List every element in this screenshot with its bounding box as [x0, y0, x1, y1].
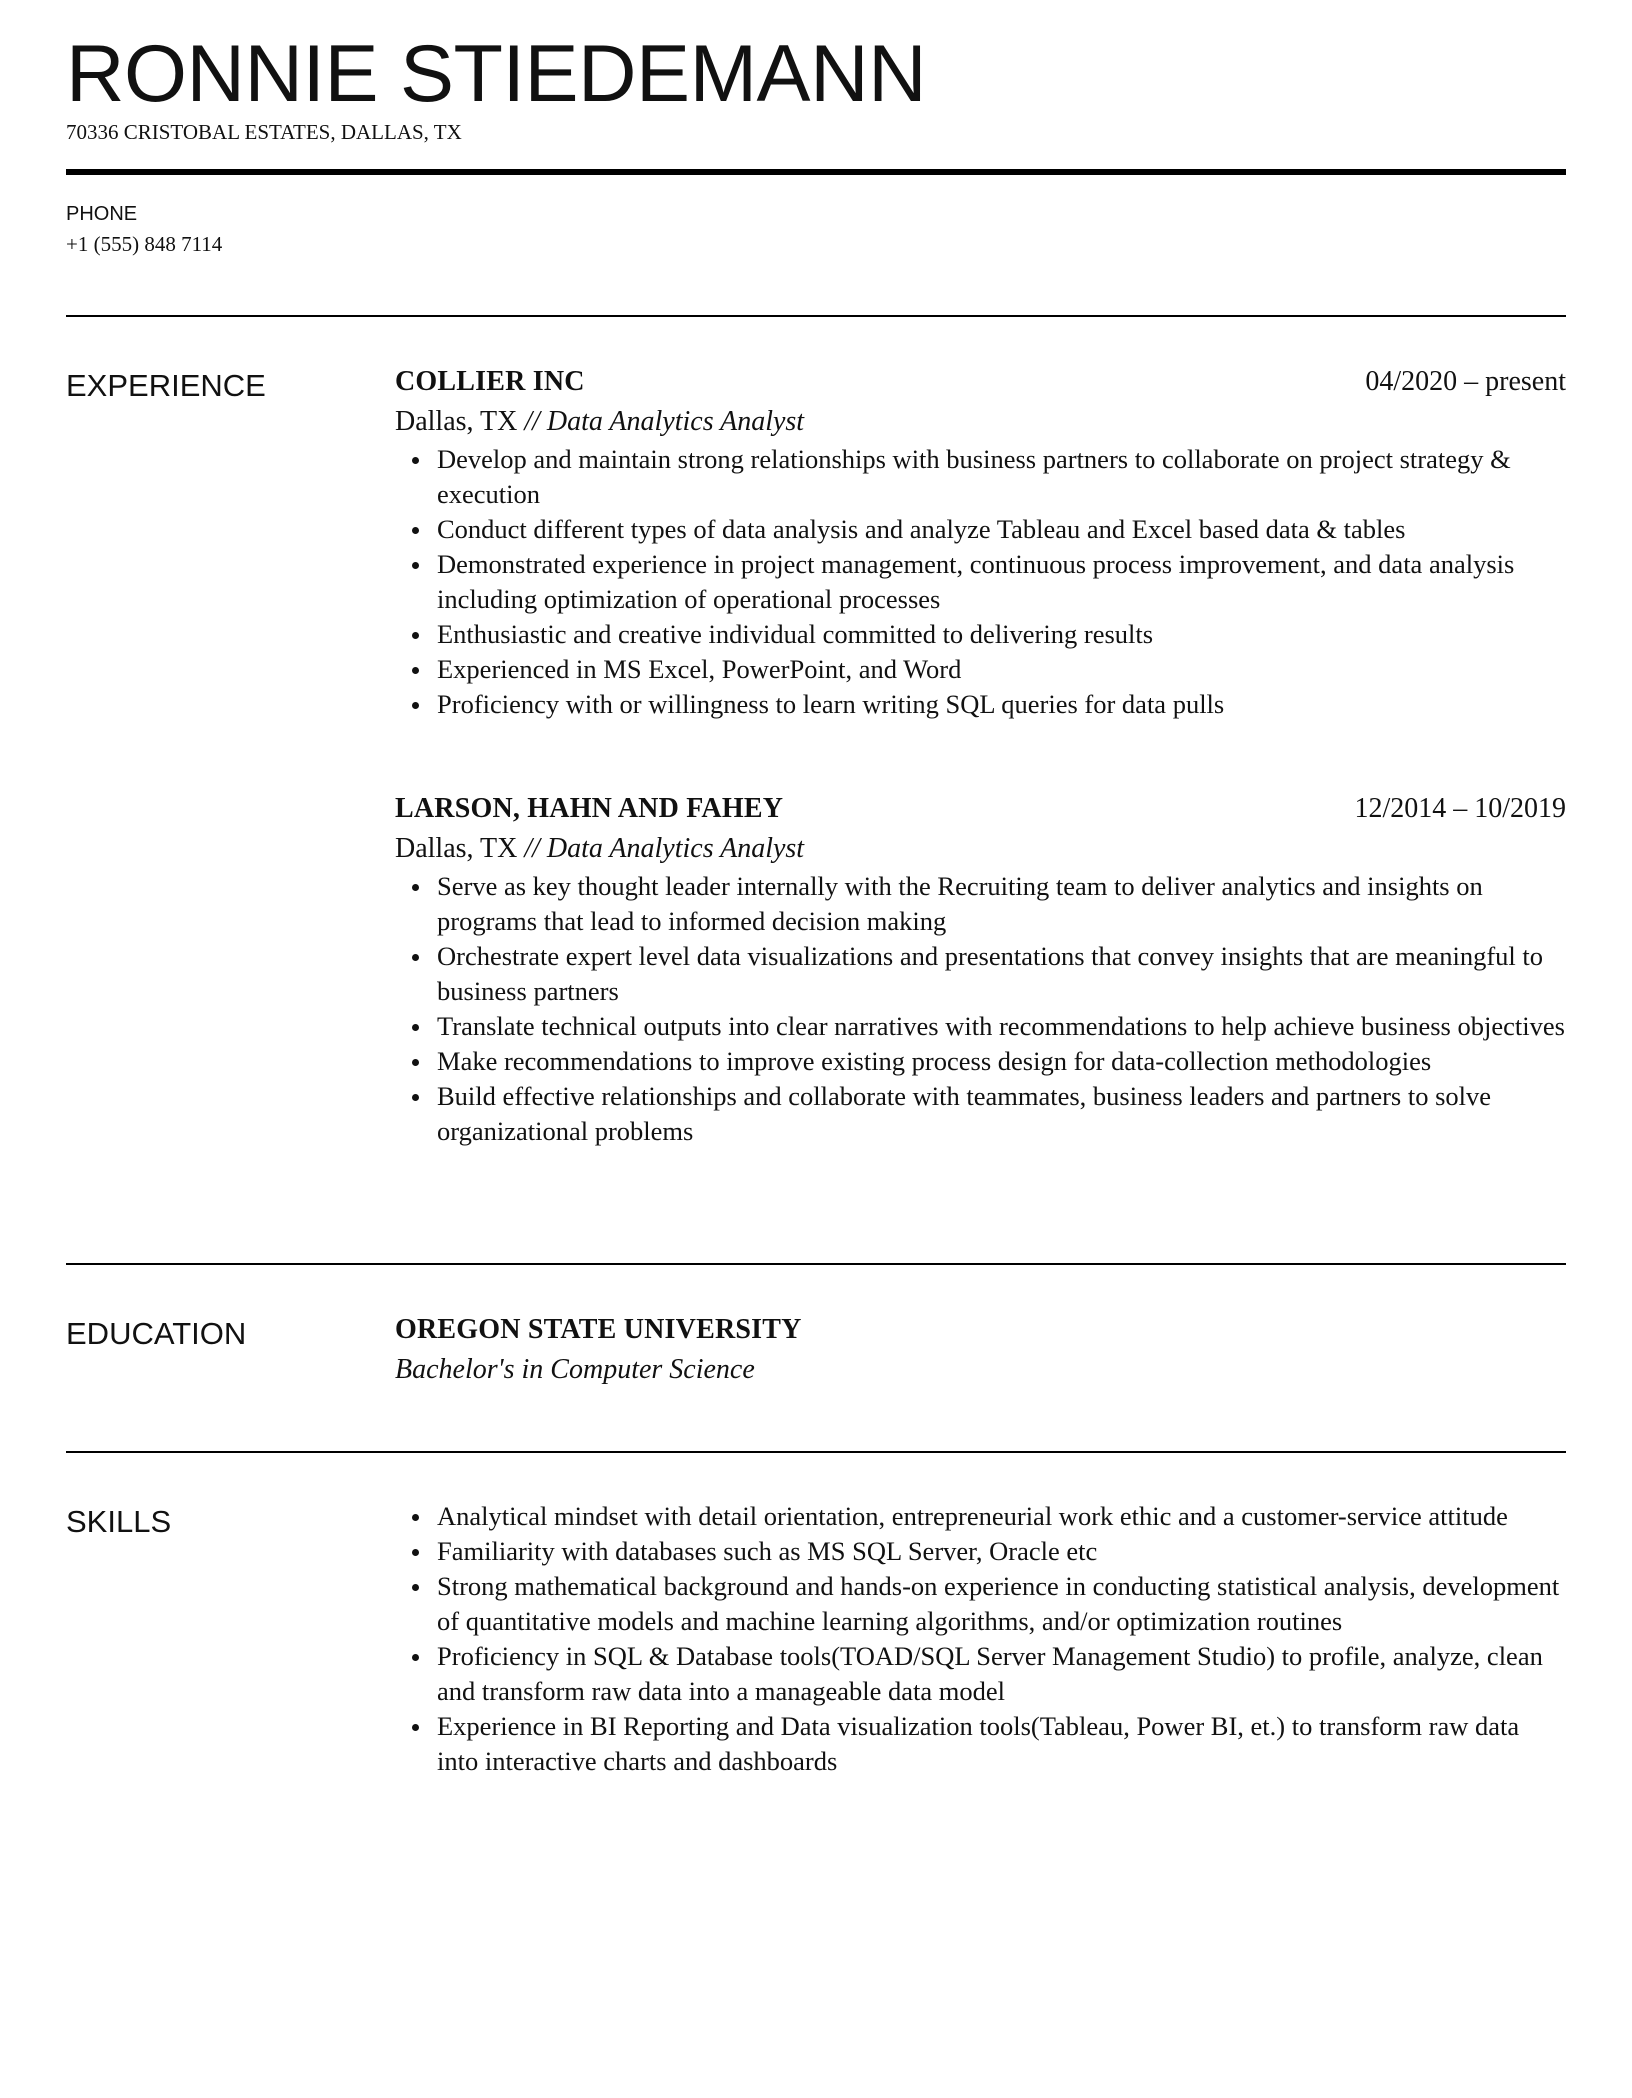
phone-value: +1 (555) 848 7114 [66, 232, 223, 256]
job-location: Dallas, TX [395, 406, 518, 437]
bullet-item: Make recommendations to improve existing process design for data-collection methodologies [437, 1044, 1566, 1079]
bullet-item: Orchestrate expert level data visualizations and presentations that convey insights that are meaningful to business partners [437, 939, 1566, 1009]
bullet-item: Serve as key thought leader internally with the Recruiting team to deliver analytics and insights on programs that lead to informed decision making [437, 869, 1566, 939]
employment-dates: 04/2020 – present [1365, 366, 1566, 397]
skills-bullet-list [395, 1499, 1566, 1779]
section-divider [66, 1451, 1566, 1453]
phone-label: PHONE [66, 203, 138, 225]
location-role [395, 829, 1566, 869]
bullet-item: Build effective relationships and collaborate with teammates, business leaders and partners to solve organizational problems [437, 1079, 1566, 1149]
job-bullet-list [395, 869, 1566, 1149]
school-name: OREGON STATE UNIVERSITY [395, 1314, 802, 1345]
location-role [395, 402, 1566, 442]
company-name: LARSON, HAHN AND FAHEY [395, 793, 784, 824]
bullet-item: Translate technical outputs into clear narratives with recommendations to help achieve business objectives [437, 1009, 1566, 1044]
bullet-item: Experienced in MS Excel, PowerPoint, and Word [437, 652, 1566, 687]
skill-item: Strong mathematical background and hands-on experience in conducting statistical analysis, development of quantitative models and machine learning algorithms, and/or optimization routines [437, 1569, 1566, 1639]
bullet-item: Enthusiastic and creative individual committed to delivering results [437, 617, 1566, 652]
experience-entry [395, 789, 1566, 1149]
skill-item: Familiarity with databases such as MS SQL Server, Oracle etc [437, 1534, 1566, 1569]
bullet-item: Develop and maintain strong relationships with business partners to collaborate on project strategy & execution [437, 442, 1566, 512]
entry-header [395, 789, 1566, 829]
employment-dates: 12/2014 – 10/2019 [1354, 793, 1566, 824]
bullet-item: Demonstrated experience in project management, continuous process improvement, and data analysis including optimization of operational processes [437, 547, 1566, 617]
skill-item: Proficiency in SQL & Database tools(TOAD/SQL Server Management Studio) to profile, analyze, clean and transform raw data into a manageable data model [437, 1639, 1566, 1709]
candidate-address: 70336 CRISTOBAL ESTATES, DALLAS, TX [66, 120, 462, 144]
bullet-item: Proficiency with or willingness to learn writing SQL queries for data pulls [437, 687, 1566, 722]
company-name: COLLIER INC [395, 366, 585, 397]
degree: Bachelor's in Computer Science [395, 1354, 755, 1385]
job-role: Data Analytics Analyst [546, 406, 805, 437]
education-heading: EDUCATION [66, 1316, 247, 1351]
candidate-name: RONNIE STIEDEMANN [66, 29, 927, 119]
experience-heading: EXPERIENCE [66, 368, 266, 403]
skills-list-container [395, 1499, 1566, 1779]
role-separator: // [517, 833, 547, 864]
section-divider [66, 315, 1566, 317]
section-divider [66, 1263, 1566, 1265]
header-divider [66, 169, 1566, 175]
bullet-item: Conduct different types of data analysis and analyze Tableau and Excel based data & tables [437, 512, 1566, 547]
job-location: Dallas, TX [395, 833, 518, 864]
entry-header [395, 362, 1566, 402]
experience-entry [395, 362, 1566, 722]
skills-heading: SKILLS [66, 1504, 172, 1539]
role-separator: // [517, 406, 547, 437]
education-entry [395, 1310, 1566, 1390]
job-bullet-list [395, 442, 1566, 722]
skill-item: Analytical mindset with detail orientation, entrepreneurial work ethic and a customer-service attitude [437, 1499, 1566, 1534]
skill-item: Experience in BI Reporting and Data visualization tools(Tableau, Power BI, et.) to transform raw data into interactive charts and dashboards [437, 1709, 1566, 1779]
job-role: Data Analytics Analyst [546, 833, 805, 864]
